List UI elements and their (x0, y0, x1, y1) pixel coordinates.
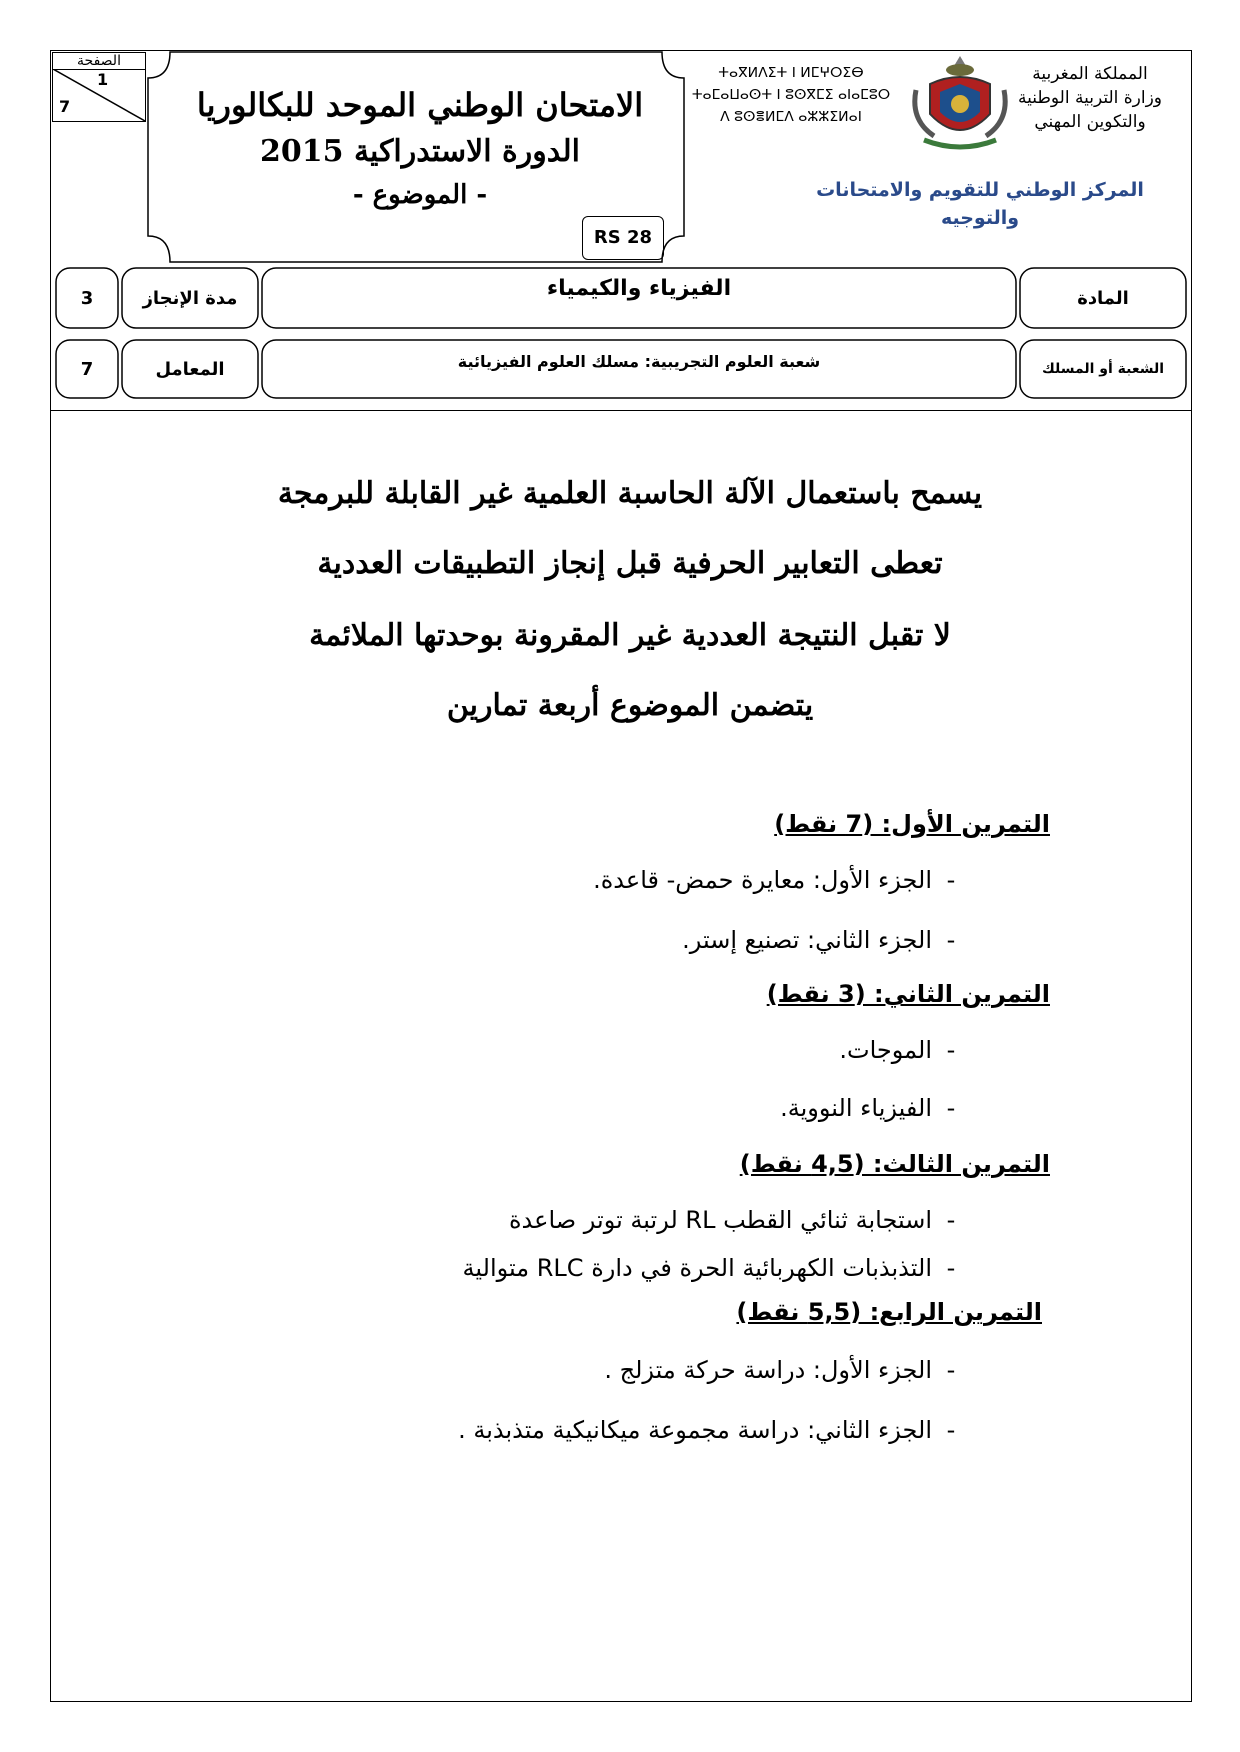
exercise-4-item-2: -الجزء الثاني: دراسة مجموعة ميكانيكية متذبذبة . (458, 1416, 956, 1444)
branch-label: الشعبة أو المسلك (1041, 361, 1165, 377)
exercise-2-item-2-text: الفيزياء النووية. (780, 1094, 932, 1122)
session-title: الدورة الاستدراكية 2015 (260, 134, 580, 169)
page-number-box (52, 52, 146, 122)
exercise-1-item-2-text: الجزء الثاني: تصنيع إستر. (682, 926, 932, 954)
subject-type: - الموضوع - (352, 180, 488, 210)
tifinagh-line-2: ⵜⴰⵎⴰⵡⴰⵙⵜ ⵏ ⵓⵙⴳⵎⵉ ⴰⵏⴰⵎⵓⵔ (691, 87, 891, 103)
coat-of-arms-emblem (900, 50, 1020, 154)
exercise-2-item-1-text: الموجات. (839, 1036, 932, 1064)
exercise-1-item-1: -الجزء الأول: معايرة حمض- قاعدة. (593, 866, 956, 894)
coefficient-value: 7 (80, 358, 94, 380)
exercise-4-item-2-text: الجزء الثاني: دراسة مجموعة ميكانيكية متذبذبة . (458, 1416, 932, 1444)
rule-3: لا تقبل النتيجة العددية غير المقرونة بوحدتها الملائمة (309, 618, 951, 653)
exercise-1-title: التمرين الأول: (7 نقط) (774, 810, 1050, 838)
ministry-block (1010, 62, 1170, 134)
exercise-3-item-2: -التذبذبات الكهربائية الحرة في دارة RLC متوالية (462, 1254, 956, 1282)
coefficient-label: المعامل (155, 358, 225, 380)
tifinagh-line-3: ⴷ ⵓⵙⴻⵍⵎⴷ ⴰⵣⵣⵉⵍⴰⵏ (720, 109, 862, 125)
rule-1: يسمح باستعمال الآلة الحاسبة العلمية غير القابلة للبرمجة (277, 476, 983, 511)
center-line-1: المركز الوطني للتقويم والامتحانات (816, 179, 1144, 201)
exam-title: الامتحان الوطني الموحد للبكالوريا (196, 86, 644, 124)
exercise-2-title: التمرين الثاني: (3 نقط) (766, 980, 1050, 1008)
page-total: 7 (59, 97, 71, 116)
evaluation-center (790, 176, 1170, 232)
page-current: 1 (97, 70, 109, 89)
exam-code: RS 28 (582, 216, 664, 260)
exercise-3-title: التمرين الثالث: (4,5 نقط) (739, 1150, 1050, 1178)
training-name: والتكوين المهني (1034, 112, 1146, 132)
exercise-3-item-2-text: التذبذبات الكهربائية الحرة في دارة RLC متوالية (462, 1254, 932, 1282)
exercise-3-item-1-text: استجابة ثنائي القطب RL لرتبة توتر صاعدة (508, 1206, 932, 1234)
exercise-2-item-2: -الفيزياء النووية. (780, 1094, 956, 1122)
branch-value: شعبة العلوم التجريبية: مسلك العلوم الفيزيائية (457, 351, 821, 371)
tifinagh-line-1: ⵜⴰⴳⵍⴷⵉⵜ ⵏ ⵍⵎⵖⵔⵉⴱ (718, 65, 864, 81)
header-separator (50, 410, 1192, 411)
exercise-1-item-1-text: الجزء الأول: معايرة حمض- قاعدة. (593, 866, 932, 894)
subject-label: المادة (1077, 287, 1129, 309)
tifinagh-block (686, 62, 896, 128)
rule-2: تعطى التعابير الحرفية قبل إنجاز التطبيقات العددية (317, 546, 943, 581)
center-line-2: والتوجيه (940, 207, 1020, 229)
ministry-name: وزارة التربية الوطنية (1017, 88, 1163, 108)
exercise-3-item-1: -استجابة ثنائي القطب RL لرتبة توتر صاعدة (508, 1206, 956, 1234)
duration-value: 3 (80, 287, 94, 309)
kingdom-name: المملكة المغربية (1032, 64, 1148, 84)
page-label: الصفحة (53, 53, 145, 70)
rule-4: يتضمن الموضوع أربعة تمارين (446, 688, 814, 723)
subject-value: الفيزياء والكيمياء (546, 275, 732, 301)
exercise-4-title: التمرين الرابع: (5,5 نقط) (736, 1298, 1042, 1326)
exercise-2-item-1: -الموجات. (839, 1036, 956, 1064)
exercise-4-item-1: -الجزء الأول: دراسة حركة متزلج . (604, 1356, 956, 1384)
exercise-4-item-1-text: الجزء الأول: دراسة حركة متزلج . (604, 1356, 932, 1384)
duration-label: مدة الإنجاز (142, 287, 238, 309)
exercise-1-item-2: -الجزء الثاني: تصنيع إستر. (682, 926, 956, 954)
